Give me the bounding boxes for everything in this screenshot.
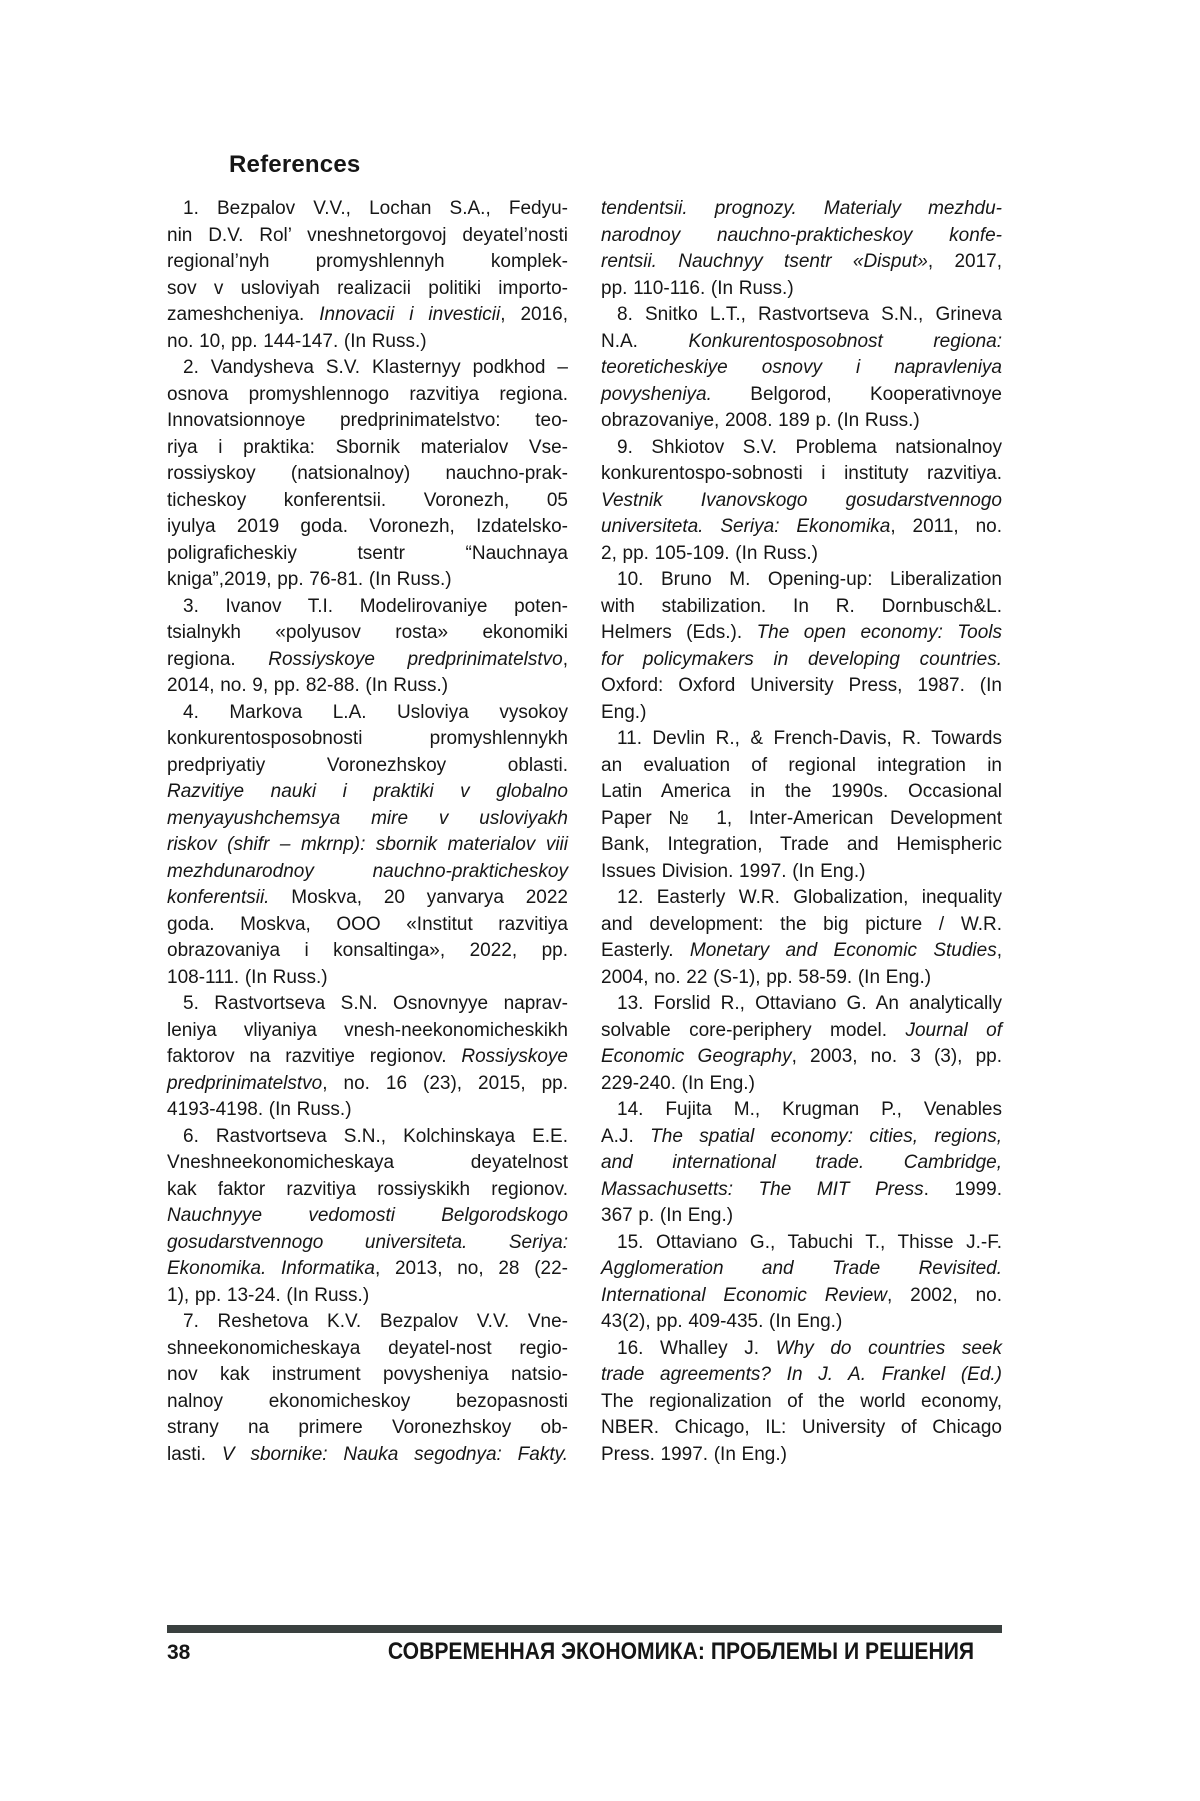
reference-text: Belgorod, Kooperativnoye <box>711 383 1002 405</box>
reference-item <box>167 700 568 992</box>
reference-text-italic: Vestnik Ivanovskogo gosudarstvennogo <box>601 489 1002 511</box>
reference-line <box>601 461 1002 488</box>
reference-line <box>167 885 568 912</box>
reference-line <box>601 1442 1002 1469</box>
reference-text: 229-240. (In Eng.) <box>601 1072 755 1094</box>
reference-line <box>601 408 1002 435</box>
reference-line <box>601 1336 1002 1363</box>
reference-text-italic: Razvitiye nauki i praktiki v globalno <box>167 781 568 802</box>
reference-line <box>601 965 1002 992</box>
reference-text-italic: Journal of <box>905 1019 1002 1041</box>
reference-text: Issues Division. 1997. (In Eng.) <box>601 860 866 882</box>
reference-line <box>167 1203 568 1230</box>
reference-text: 3. Ivanov T.I. Modelirovaniye poten- <box>183 595 568 617</box>
reference-text: 16. Whalley J. <box>617 1337 776 1359</box>
reference-line <box>167 1336 568 1363</box>
reference-line <box>167 302 568 329</box>
reference-text-italic: and international trade. Cambridge, <box>601 1152 1002 1173</box>
reference-line <box>601 779 1002 806</box>
reference-text: faktorov na razvitiye regionov. <box>167 1046 462 1067</box>
reference-line <box>167 620 568 647</box>
references-list-left <box>167 196 568 1468</box>
reference-line <box>601 885 1002 912</box>
reference-text-italic: International Economic Review <box>601 1284 888 1306</box>
reference-text: , 2017, <box>927 251 1003 272</box>
reference-item <box>601 435 1002 568</box>
reference-line <box>601 1124 1002 1151</box>
reference-line <box>167 912 568 939</box>
reference-text-italic: for policymakers in developing countries. <box>601 648 1002 670</box>
reference-text-italic: Agglomeration and Trade Revisited. <box>601 1258 1002 1279</box>
reference-line <box>167 1415 568 1442</box>
reference-text: leniya vliyaniya vnesh-neekonomicheskikh <box>167 1019 568 1041</box>
reference-line <box>601 435 1002 462</box>
reference-line <box>601 620 1002 647</box>
reference-line <box>601 753 1002 780</box>
reference-text: 13. Forslid R., Ottaviano G. An analytically <box>617 993 1002 1014</box>
reference-line <box>601 726 1002 753</box>
reference-text: Helmers (Eds.). <box>601 622 757 643</box>
references-heading: References <box>229 151 361 178</box>
reference-line <box>601 514 1002 541</box>
reference-text: ticheskoy konferentsii. Voronezh, 05 <box>167 489 568 511</box>
reference-text: 2, pp. 105-109. (In Russ.) <box>601 542 818 564</box>
reference-line <box>167 938 568 965</box>
reference-text-italic: trade agreements? In J. A. Frankel (Ed.) <box>601 1364 1002 1385</box>
reference-text-italic: Innovacii i investicii <box>319 304 501 325</box>
reference-text: 14. Fujita M., Krugman P., Venables <box>617 1099 1002 1120</box>
reference-line <box>601 1177 1002 1204</box>
reference-text: konkurentospo-sobnosti i instituty razvitiya. <box>601 463 1002 484</box>
reference-text: 4. Markova L.A. Usloviya vysokoy <box>183 701 568 723</box>
reference-text: goda. Moskva, OOO «Institut razvitiya <box>167 913 568 935</box>
reference-text-italic: Massachusetts: The MIT Press <box>601 1178 924 1200</box>
reference-text: 2014, no. 9, pp. 82-88. (In Russ.) <box>167 675 449 696</box>
reference-text: and development: the big picture / W.R. <box>601 913 1002 935</box>
reference-line <box>601 302 1002 329</box>
reference-text: 7. Reshetova K.V. Bezpalov V.V. Vne- <box>183 1311 568 1332</box>
reference-text: kak faktor razvitiya rossiyskikh regionov. <box>167 1178 568 1200</box>
reference-text-italic: Why do countries seek <box>775 1337 1002 1359</box>
reference-text: predpriyatiy Voronezhskoy oblasti. <box>167 754 568 776</box>
reference-text: obrazovaniye, 2008. 189 p. (In Russ.) <box>601 410 920 431</box>
reference-text: pp. 110-116. (In Russ.) <box>601 277 794 299</box>
reference-text: iyulya 2019 goda. Voronezh, Izdatelsko- <box>167 516 568 537</box>
reference-text-italic: Konkurentosposobnost regiona: <box>688 330 1002 352</box>
reference-text-italic: rentsii. Nauchnyy tsentr «Disput» <box>601 251 928 272</box>
reference-line <box>167 355 568 382</box>
reference-line <box>167 1044 568 1071</box>
reference-text: konkurentosposobnosti promyshlennykh <box>167 728 568 749</box>
reference-line <box>601 700 1002 727</box>
footer-row <box>167 1638 1002 1666</box>
reference-text-italic: konferentsii. <box>167 887 270 908</box>
reference-line <box>601 594 1002 621</box>
reference-line <box>601 1415 1002 1442</box>
reference-text: shneekonomicheskaya deyatel-nost regio- <box>167 1337 568 1359</box>
reference-text: 8. Snitko L.T., Rastvortseva S.N., Grineva <box>617 304 1002 325</box>
reference-line <box>167 594 568 621</box>
references-list-right <box>601 196 1002 1468</box>
reference-text: The regionalization of the world economy, <box>601 1390 1002 1412</box>
reference-text-italic: mezhdunarodnoy nauchno-prakticheskoy <box>167 860 568 882</box>
references-content <box>167 150 1002 1468</box>
reference-text: an evaluation of regional integration in <box>601 754 1002 776</box>
reference-item <box>601 1230 1002 1336</box>
reference-line <box>601 355 1002 382</box>
reference-text: 11. Devlin R., & French-Davis, R. Towards <box>617 728 1002 749</box>
reference-text: obrazovaniya i konsaltinga», 2022, pp. <box>167 940 568 961</box>
reference-text: 108-111. (In Russ.) <box>167 966 328 988</box>
reference-line <box>167 223 568 250</box>
reference-line <box>167 382 568 409</box>
reference-item <box>601 196 1002 302</box>
reference-line <box>167 700 568 727</box>
reference-text: N.A. <box>601 330 689 352</box>
reference-text: 15. Ottaviano G., Tabuchi T., Thisse J.-F. <box>617 1231 1002 1253</box>
reference-text: 6. Rastvortseva S.N., Kolchinskaya E.E. <box>183 1125 568 1147</box>
reference-line <box>167 329 568 356</box>
reference-text: 43(2), pp. 409-435. (In Eng.) <box>601 1311 843 1332</box>
reference-item <box>167 196 568 355</box>
reference-text: , 2003, no. 3 (3), pp. <box>791 1046 1002 1067</box>
reference-text: , <box>562 648 568 670</box>
reference-text-italic: Economic Geography <box>601 1046 792 1067</box>
footer-rule <box>167 1625 1002 1633</box>
reference-item <box>601 991 1002 1097</box>
reference-line <box>601 832 1002 859</box>
reference-text: 1. Bezpalov V.V., Lochan S.A., Fedyu- <box>183 198 568 219</box>
reference-item <box>601 567 1002 726</box>
reference-line <box>167 567 568 594</box>
journal-title: СОВРЕМЕННАЯ ЭКОНОМИКА: ПРОБЛЕМЫ И РЕШЕНИЯ <box>387 1638 974 1665</box>
reference-item <box>601 302 1002 435</box>
reference-text: 9. Shkiotov S.V. Problema natsionalnoy <box>617 436 1002 458</box>
reference-item <box>167 991 568 1124</box>
reference-text: lasti. <box>167 1443 222 1465</box>
reference-text: rossiyskoy (natsionalnoy) nauchno-prak- <box>167 463 568 484</box>
reference-line <box>601 1044 1002 1071</box>
reference-text: 4193-4198. (In Russ.) <box>167 1099 352 1120</box>
reference-line <box>601 567 1002 594</box>
reference-line <box>601 912 1002 939</box>
reference-item <box>601 1097 1002 1230</box>
reference-line <box>167 1389 568 1416</box>
reference-text: Bank, Integration, Trade and Hemispheric <box>601 834 1002 855</box>
reference-text: osnova promyshlennogo razvitiya regiona. <box>167 383 568 405</box>
reference-line <box>601 1203 1002 1230</box>
reference-line <box>601 249 1002 276</box>
reference-item <box>601 885 1002 991</box>
reference-line <box>601 1389 1002 1416</box>
reference-text-italic: The open economy: Tools <box>756 622 1003 643</box>
reference-text-italic: Monetary and Economic Studies <box>689 940 997 961</box>
reference-line <box>167 1362 568 1389</box>
reference-text: 5. Rastvortseva S.N. Osnovnyye naprav- <box>183 993 568 1014</box>
reference-line <box>601 223 1002 250</box>
reference-line <box>167 859 568 886</box>
reference-line <box>167 1150 568 1177</box>
reference-text-italic: Rossiyskoye <box>461 1046 568 1067</box>
reference-text: riya i praktika: Sbornik materialov Vse- <box>167 436 568 458</box>
reference-line <box>601 1071 1002 1098</box>
reference-text-italic: tendentsii. prognozy. Materialy mezhdu- <box>601 198 1002 219</box>
reference-line <box>167 408 568 435</box>
reference-line <box>167 461 568 488</box>
reference-line <box>167 514 568 541</box>
reference-item <box>167 1309 568 1468</box>
reference-line <box>601 647 1002 674</box>
reference-text-italic: Nauchnyye vedomosti Belgorodskogo <box>167 1205 568 1226</box>
reference-line <box>601 1309 1002 1336</box>
reference-line <box>167 276 568 303</box>
reference-line <box>601 196 1002 223</box>
reference-text: , 2013, no, 28 (22- <box>374 1258 569 1279</box>
reference-text-italic: Ekonomika. Informatika <box>167 1258 375 1279</box>
reference-line <box>601 1256 1002 1283</box>
reference-line <box>167 541 568 568</box>
reference-line <box>167 1124 568 1151</box>
reference-text: zameshcheniya. <box>167 304 320 325</box>
references-column-left <box>167 150 568 1468</box>
reference-text-italic: povysheniya. <box>601 383 712 405</box>
reference-line <box>167 991 568 1018</box>
reference-line <box>601 859 1002 886</box>
reference-line <box>167 488 568 515</box>
reference-item <box>167 1124 568 1310</box>
reference-line <box>167 1442 568 1469</box>
reference-text: Latin America in the 1990s. Occasional <box>601 781 1002 802</box>
reference-text: Paper № 1, Inter-American Development <box>601 807 1002 829</box>
reference-text: 367 p. (In Eng.) <box>601 1205 734 1226</box>
reference-text: Moskva, 20 yanvarya 2022 <box>269 887 568 908</box>
reference-line <box>167 249 568 276</box>
reference-line <box>167 753 568 780</box>
reference-line <box>601 541 1002 568</box>
reference-text: sov v usloviyah realizacii politiki importo- <box>167 277 568 299</box>
reference-text-italic: predprinimatelstvo <box>167 1072 323 1094</box>
reference-line <box>167 965 568 992</box>
reference-text: 2. Vandysheva S.V. Klasternyy podkhod – <box>183 357 568 378</box>
references-column-right <box>601 150 1002 1468</box>
page-number: 38 <box>167 1641 191 1664</box>
reference-text-italic: narodnoy nauchno-prakticheskoy konfe- <box>601 224 1002 246</box>
reference-item <box>167 594 568 700</box>
reference-line <box>167 1018 568 1045</box>
reference-text: strany na primere Voronezhskoy ob- <box>167 1417 568 1438</box>
reference-text: , 2011, no. <box>890 516 1002 537</box>
reference-text: nin D.V. Rol’ vneshnetorgovoj deyatel’nosti <box>167 224 568 246</box>
reference-line <box>167 1256 568 1283</box>
reference-line <box>601 938 1002 965</box>
reference-text: kniga”,2019, pp. 76-81. (In Russ.) <box>167 569 452 590</box>
page-footer <box>167 1625 1002 1666</box>
reference-line <box>601 1097 1002 1124</box>
reference-text: with stabilization. In R. Dornbusch&L. <box>601 595 1002 617</box>
reference-line <box>601 806 1002 833</box>
reference-item <box>167 355 568 594</box>
reference-text: , 2016, <box>500 304 568 325</box>
reference-text: tsialnykh «polyusov rosta» ekonomiki <box>167 622 568 643</box>
reference-line <box>167 196 568 223</box>
reference-text: nov kak instrument povysheniya natsio- <box>167 1364 568 1385</box>
reference-line <box>167 673 568 700</box>
reference-line <box>601 1230 1002 1257</box>
reference-text: regional’nyh promyshlennyh komplek- <box>167 251 568 272</box>
reference-line <box>601 673 1002 700</box>
reference-line <box>167 832 568 859</box>
reference-item <box>601 726 1002 885</box>
reference-line <box>167 1097 568 1124</box>
reference-text: , <box>996 940 1002 961</box>
reference-text: , no. 16 (23), 2015, pp. <box>322 1072 568 1094</box>
reference-text: Vneshneekonomicheskaya deyatelnost <box>167 1152 568 1173</box>
reference-text: nalnoy ekonomicheskoy bezopasnosti <box>167 1390 568 1412</box>
reference-text-italic: teoreticheskiye osnovy i napravleniya <box>601 357 1002 378</box>
reference-text-italic: riskov (shifr – mkrnp): sbornik materialov viii <box>167 834 568 855</box>
reference-text-italic: The spatial economy: cities, regions, <box>650 1125 1003 1147</box>
reference-line <box>167 1309 568 1336</box>
reference-line <box>167 1283 568 1310</box>
reference-line <box>167 1230 568 1257</box>
reference-text: no. 10, pp. 144-147. (In Russ.) <box>167 330 427 352</box>
reference-text: 10. Bruno M. Opening-up: Liberalization <box>617 569 1002 590</box>
reference-line <box>167 647 568 674</box>
reference-text: NBER. Chicago, IL: University of Chicago <box>601 1417 1002 1438</box>
reference-line <box>601 329 1002 356</box>
reference-line <box>601 276 1002 303</box>
reference-line <box>167 726 568 753</box>
reference-text: regiona. <box>167 648 269 670</box>
reference-line <box>601 1150 1002 1177</box>
reference-text: 1), pp. 13-24. (In Russ.) <box>167 1284 370 1306</box>
reference-text-italic: menyayushchemsya mire v usloviyakh <box>167 807 568 829</box>
reference-line <box>601 488 1002 515</box>
reference-text: Oxford: Oxford University Press, 1987. (In <box>601 675 1002 696</box>
reference-line <box>167 1177 568 1204</box>
reference-text: solvable core-periphery model. <box>601 1019 906 1041</box>
reference-text: Press. 1997. (In Eng.) <box>601 1443 787 1465</box>
reference-line <box>167 1071 568 1098</box>
reference-text: Innovatsionnoye predprinimatelstvo: teo- <box>167 410 568 431</box>
reference-text: . 1999. <box>923 1178 1003 1200</box>
reference-text-italic: V sbornike: Nauka segodnya: Fakty. <box>221 1443 568 1465</box>
reference-line <box>601 991 1002 1018</box>
reference-line <box>601 382 1002 409</box>
reference-line <box>167 779 568 806</box>
reference-line <box>167 435 568 462</box>
reference-text: poligraficheskiy tsentr “Nauchnaya <box>167 542 568 564</box>
reference-line <box>167 806 568 833</box>
reference-text-italic: Rossiyskoye predprinimatelstvo <box>268 648 563 670</box>
reference-text-italic: gosudarstvennogo universiteta. Seriya: <box>167 1231 568 1253</box>
reference-line <box>601 1283 1002 1310</box>
reference-text: Easterly. <box>601 940 690 961</box>
reference-line <box>601 1018 1002 1045</box>
reference-text: , 2002, no. <box>887 1284 1002 1306</box>
reference-text: 2004, no. 22 (S-1), pp. 58-59. (In Eng.) <box>601 966 932 988</box>
reference-text: Eng.) <box>601 701 647 723</box>
reference-text: 12. Easterly W.R. Globalization, inequality <box>617 887 1002 908</box>
reference-text: A.J. <box>601 1125 651 1147</box>
reference-text-italic: universiteta. Seriya: Ekonomika <box>601 516 891 537</box>
reference-item <box>601 1336 1002 1469</box>
reference-line <box>601 1362 1002 1389</box>
